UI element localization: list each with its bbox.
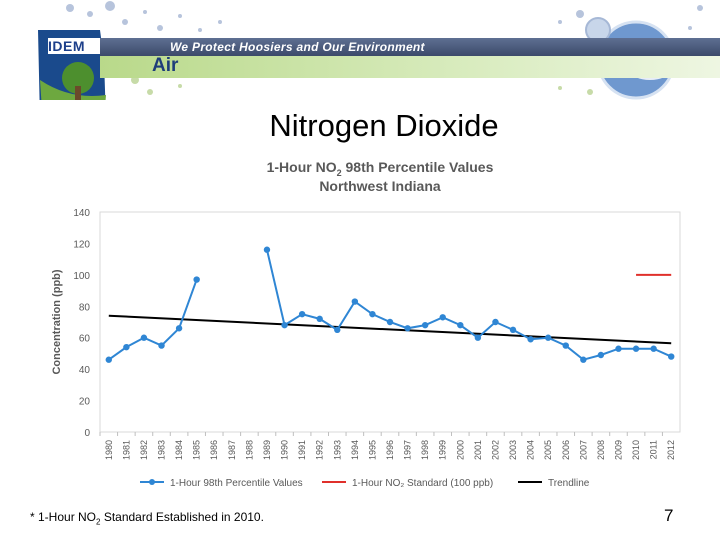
x-tick-label: 2000	[455, 440, 466, 461]
x-tick-label: 1982	[138, 440, 149, 461]
y-tick-label: 120	[73, 239, 90, 251]
legend-label: 1-Hour NO₂ Standard (100 ppb)	[352, 478, 494, 489]
series-line	[267, 250, 671, 360]
legend-label: 1-Hour 98th Percentile Values	[170, 478, 303, 489]
x-tick-label: 1987	[226, 440, 237, 461]
x-tick-label: 2002	[490, 440, 501, 461]
data-point	[299, 311, 305, 317]
x-tick-label: 1980	[103, 440, 114, 461]
x-tick-label: 1986	[209, 440, 220, 461]
y-tick-label: 140	[73, 208, 90, 219]
header-banner	[0, 0, 720, 100]
data-point	[264, 247, 270, 253]
data-point	[633, 346, 639, 352]
x-tick-label: 1992	[314, 440, 325, 461]
x-tick-label: 1981	[121, 440, 132, 461]
y-axis-label: Concentration (ppb)	[51, 269, 63, 375]
data-point	[387, 319, 393, 325]
footnote-suffix: Standard Established in 2010.	[100, 510, 264, 524]
green-band	[100, 56, 720, 78]
x-tick-label: 1993	[332, 440, 343, 461]
legend-label: Trendline	[548, 478, 590, 489]
data-point	[158, 342, 164, 348]
page-number: 7	[664, 506, 674, 525]
data-point	[545, 335, 551, 341]
data-point	[492, 319, 498, 325]
data-point	[457, 322, 463, 328]
chart-title-prefix: 1-Hour NO	[266, 159, 337, 175]
data-point	[440, 314, 446, 320]
data-point	[176, 325, 182, 331]
x-tick-label: 1999	[437, 440, 448, 461]
y-tick-label: 100	[73, 270, 90, 282]
x-tick-label: 1984	[174, 440, 185, 461]
x-tick-label: 1989	[261, 440, 272, 461]
data-point	[598, 352, 604, 358]
x-tick-label: 1991	[297, 440, 308, 461]
data-point	[580, 357, 586, 363]
x-tick-label: 2001	[472, 440, 483, 461]
y-tick-label: 0	[84, 428, 90, 439]
x-tick-label: 2003	[508, 440, 519, 461]
data-point	[527, 336, 533, 342]
y-tick-label: 20	[78, 396, 90, 408]
data-point	[563, 342, 569, 348]
data-point	[352, 298, 358, 304]
data-point	[106, 357, 112, 363]
x-tick-label: 2011	[648, 440, 659, 460]
data-point	[404, 325, 410, 331]
section-label: Air	[152, 55, 179, 76]
data-point	[316, 316, 322, 322]
x-tick-label: 2009	[613, 440, 624, 461]
slide-title: Nitrogen Dioxide	[269, 108, 499, 143]
data-point	[281, 322, 287, 328]
x-tick-label: 2008	[595, 440, 606, 461]
data-point	[475, 335, 481, 341]
x-tick-label: 1994	[349, 440, 360, 461]
footnote-prefix: * 1-Hour NO	[30, 510, 97, 524]
data-point	[668, 353, 674, 359]
x-tick-label: 1995	[367, 440, 378, 461]
data-point	[141, 335, 147, 341]
x-tick-label: 1996	[385, 440, 395, 461]
data-point	[510, 327, 516, 333]
data-point	[334, 327, 340, 333]
x-tick-label: 1985	[191, 440, 202, 461]
footnote-sub: 2	[96, 517, 101, 527]
data-point	[422, 322, 428, 328]
x-tick-label: 2012	[666, 440, 677, 461]
x-tick-label: 2005	[543, 440, 554, 461]
data-point	[650, 346, 656, 352]
x-tick-label: 1997	[402, 440, 413, 461]
tagline: We Protect Hoosiers and Our Environment	[170, 40, 425, 54]
chart-title-sub: 2	[336, 167, 342, 178]
x-tick-label: 1998	[420, 440, 431, 461]
y-tick-label: 60	[78, 333, 90, 345]
idem-logo: IDEM	[48, 38, 100, 54]
data-point	[615, 346, 621, 352]
legend-marker	[149, 479, 155, 485]
x-tick-label: 1988	[244, 440, 255, 461]
x-tick-label: 1990	[279, 440, 290, 461]
y-tick-label: 40	[78, 365, 90, 377]
chart	[0, 200, 720, 500]
x-tick-label: 1983	[156, 440, 167, 461]
y-tick-label: 80	[78, 302, 90, 314]
x-tick-label: 2010	[631, 440, 642, 461]
chart-title-line1	[180, 159, 580, 178]
data-point	[193, 276, 199, 282]
x-tick-label: 2006	[560, 440, 571, 461]
chart-title-line2: Northwest Indiana	[319, 178, 441, 194]
chart-title-suffix: 98th Percentile Values	[341, 159, 494, 175]
x-tick-label: 2007	[578, 440, 589, 461]
footnote	[30, 510, 264, 526]
x-tick-label: 2004	[525, 440, 536, 461]
data-point	[369, 311, 375, 317]
data-point	[123, 344, 129, 350]
